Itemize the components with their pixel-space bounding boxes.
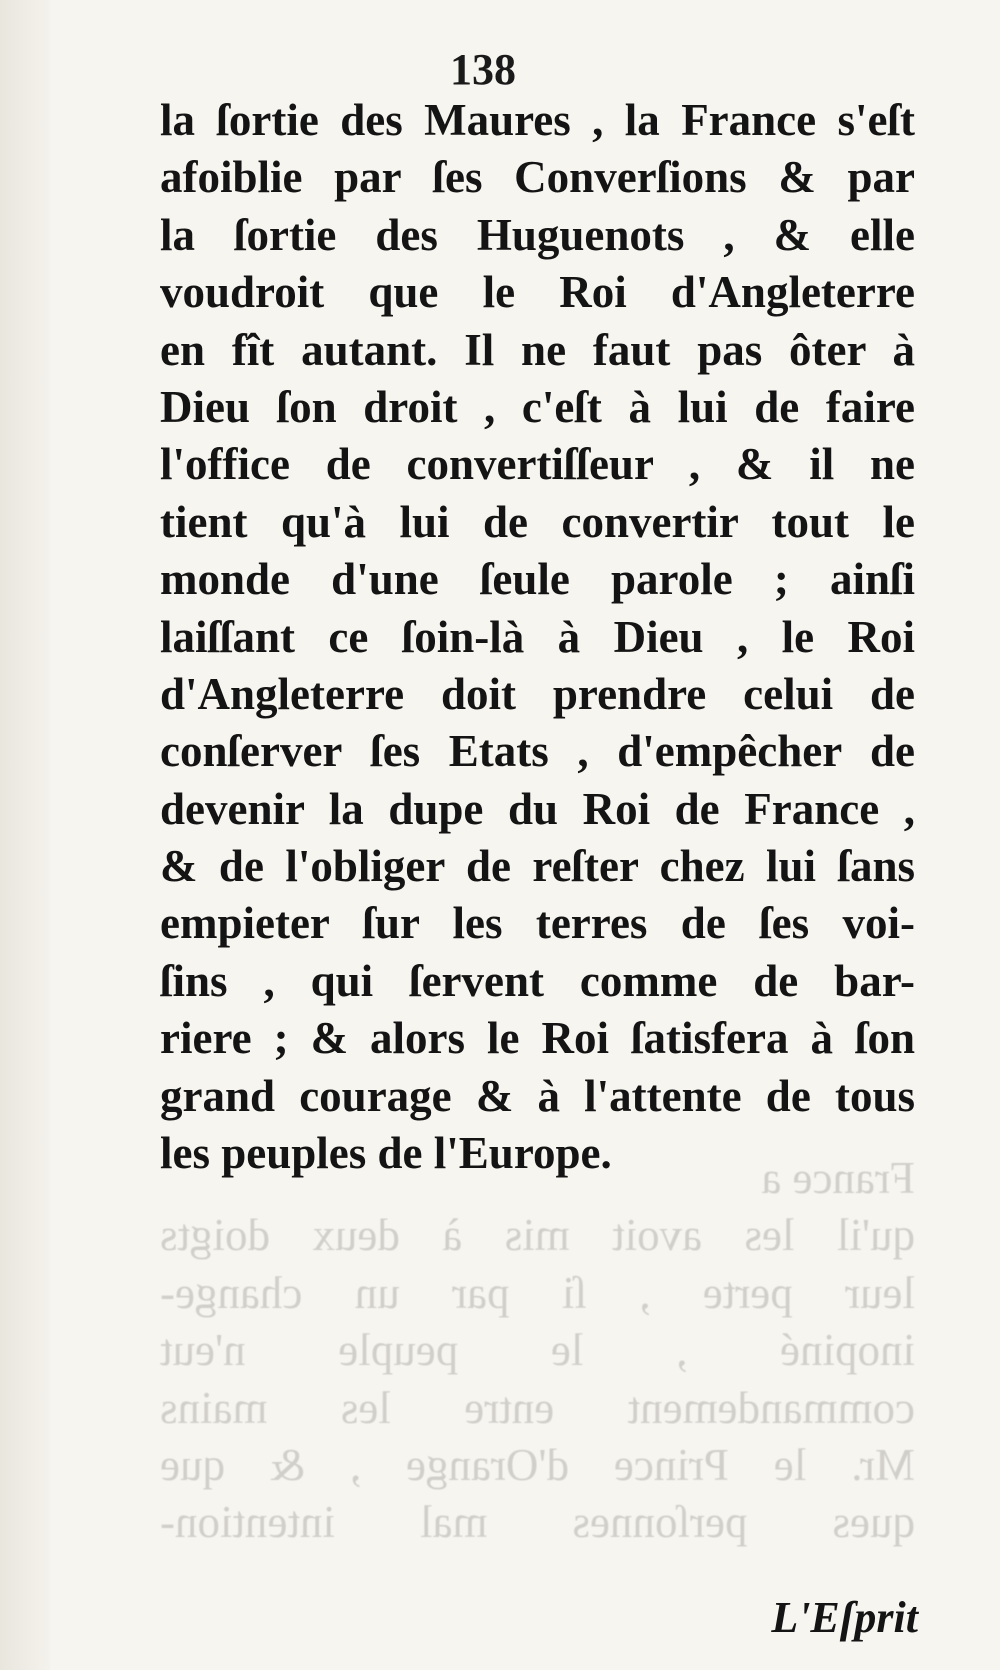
text-line: grand courage & à l'attente de tous xyxy=(160,1070,915,1121)
text-line: Dieu ſon droit , c'eſt à lui de faire xyxy=(160,381,915,432)
text-line: afoiblie par ſes Converſions & par xyxy=(160,152,915,203)
text-line: voudroit que le Roi d'Angleterre xyxy=(160,267,915,318)
text-line: monde d'une ſeule parole ; ainſi xyxy=(160,554,915,605)
text-line: empieter ſur les terres de ſes voi- xyxy=(160,898,915,949)
paper-edge xyxy=(0,0,50,1670)
page-number: 138 xyxy=(450,45,516,94)
text-line: & de l'obliger de reſter chez lui ſans xyxy=(160,841,915,892)
text-line: laiſſant ce ſoin-là à Dieu , le Roi xyxy=(160,611,915,662)
text-line: ſins , qui ſervent comme de bar- xyxy=(160,955,915,1006)
show-through-line: Mr. le Prince d'Orange , & que xyxy=(160,1439,915,1490)
body-text xyxy=(160,92,915,1182)
show-through-line: leur perte , ſi par un change- xyxy=(160,1267,915,1318)
show-through-line: commandement entre les mains xyxy=(160,1382,915,1433)
text-line: d'Angleterre doit prendre celui de xyxy=(160,668,915,719)
catchword: L'Eſprit xyxy=(771,1593,918,1642)
text-line: conſerver ſes Etats , d'empêcher de xyxy=(160,726,915,777)
show-through-text xyxy=(160,1150,915,1552)
text-line: tient qu'à lui de convertir tout le xyxy=(160,496,915,547)
show-through-line: qu'il les avoit mis à deux doigts xyxy=(160,1210,915,1261)
text-line: en fît autant. Il ne faut pas ôter à xyxy=(160,324,915,375)
show-through-line: France a xyxy=(761,1153,915,1203)
text-line: la ſortie des Maures , la France s'eſt xyxy=(160,95,915,145)
show-through-line: ques perſonnes mal intention- xyxy=(160,1497,915,1548)
text-line: devenir la dupe du Roi de France , xyxy=(160,783,915,834)
text-line: les peuples de l'Europe. xyxy=(160,1128,612,1179)
text-line: la ſortie des Huguenots , & elle xyxy=(160,209,915,260)
show-through-line: inopiné , le peuple n'eut xyxy=(160,1325,915,1376)
text-line: l'office de convertiſſeur , & il ne xyxy=(160,439,915,490)
text-line: riere ; & alors le Roi ſatisfera à ſon xyxy=(160,1013,915,1064)
